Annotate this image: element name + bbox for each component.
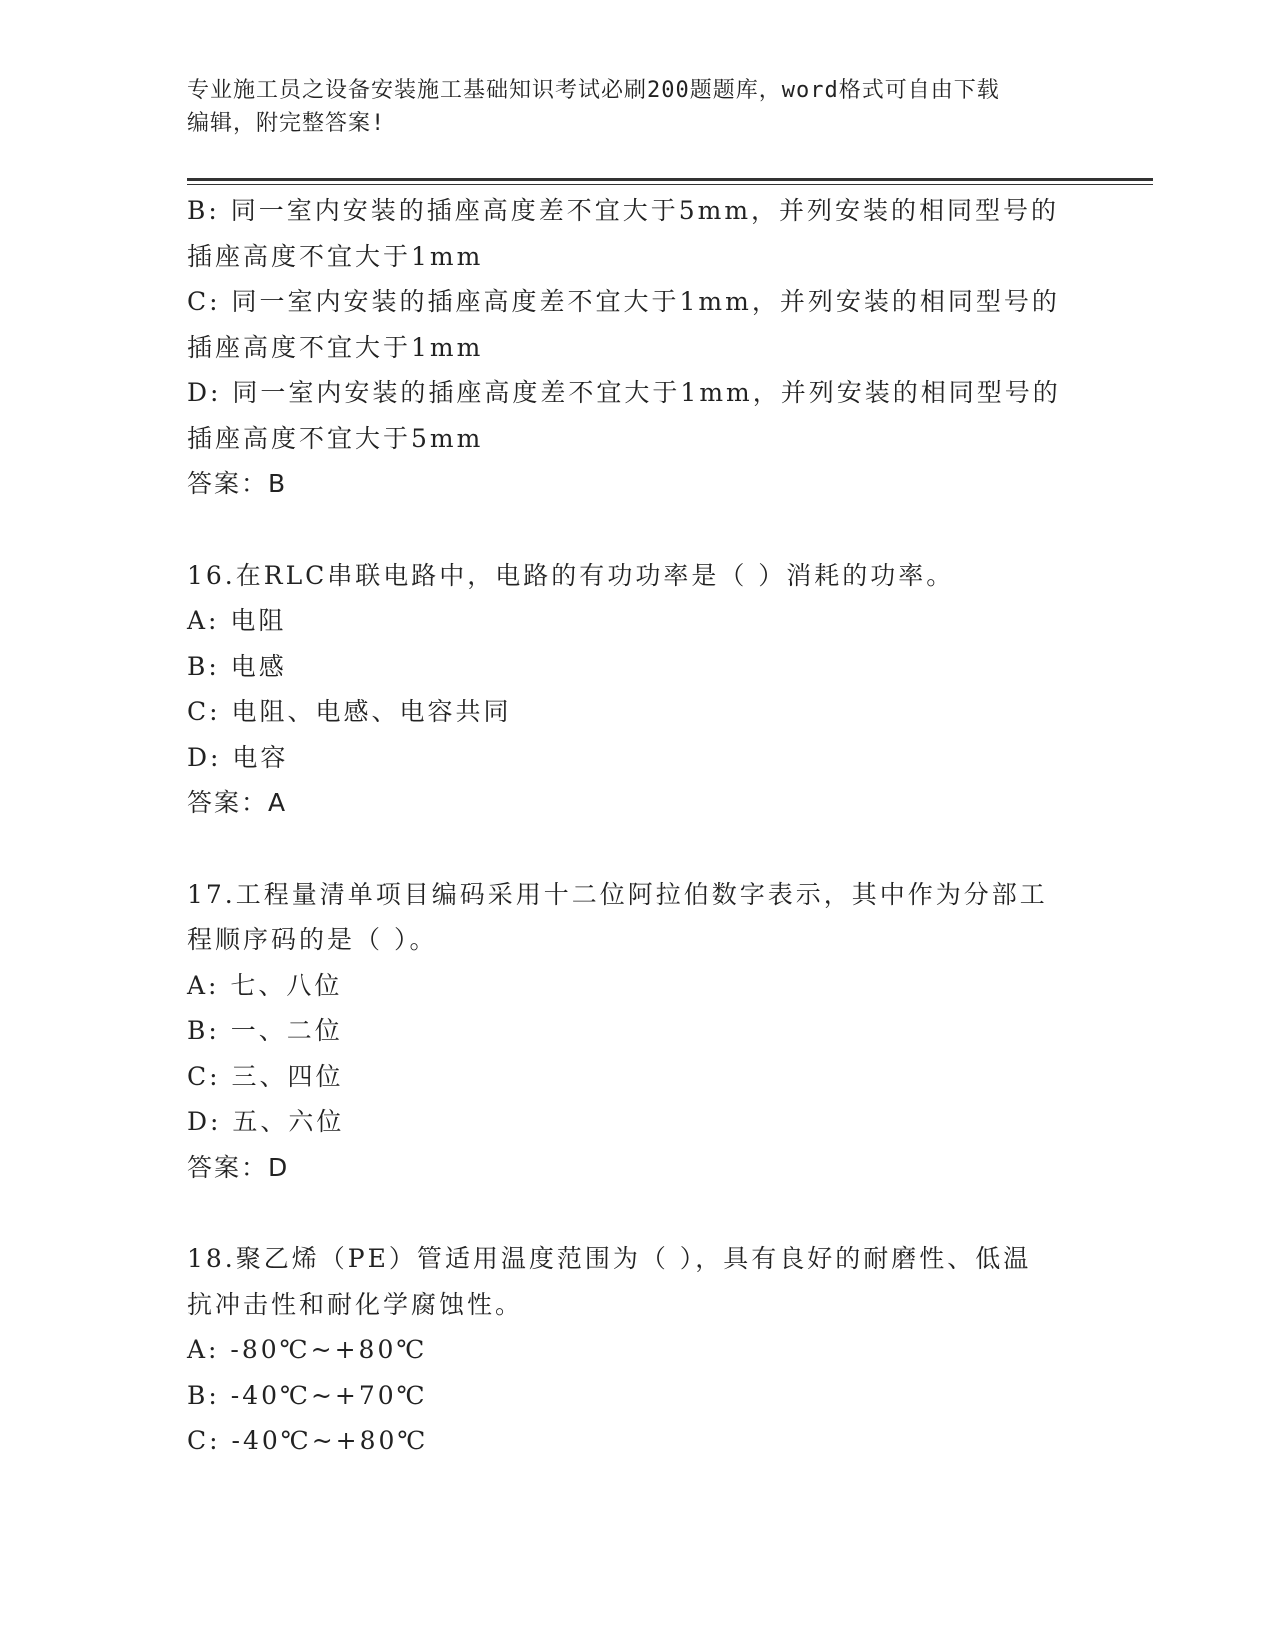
- document-header: [187, 74, 1087, 140]
- q17-option-a: A: 七、八位: [187, 970, 343, 1000]
- q15-option-c-line-2: 插座高度不宜大于1mm: [187, 332, 484, 362]
- q17-answer: 答案：D: [187, 1152, 290, 1182]
- q15-option-d-line-2: 插座高度不宜大于5mm: [187, 423, 484, 453]
- q15-option-b-line-1: B: 同一室内安装的插座高度差不宜大于5mm，并列安装的相同型号的: [187, 196, 1060, 225]
- question-spacer: [187, 507, 1087, 553]
- q17-option-d: D: 五、六位: [187, 1107, 345, 1136]
- q15-option-c-line-1: C: 同一室内安装的插座高度差不宜大于1mm，并列安装的相同型号的: [187, 287, 1060, 316]
- header-divider-thick: [187, 178, 1153, 181]
- question-16: [187, 553, 1087, 826]
- q18-stem-line-1: 18.聚乙烯（PE）管适用温度范围为（ ），具有良好的耐磨性、低温: [187, 1244, 1032, 1273]
- header-title-line-2: 编辑，附完整答案!: [187, 111, 386, 136]
- q16-option-d: D: 电容: [187, 742, 289, 772]
- q16-option-b: B: 电感: [187, 651, 287, 681]
- question-spacer: [187, 1190, 1087, 1236]
- question-18: [187, 1236, 1087, 1464]
- header-divider-thin: [187, 184, 1153, 185]
- q16-option-c: C: 电阻、电感、电容共同: [187, 697, 512, 726]
- q17-stem-line-1: 17.工程量清单项目编码采用十二位阿拉伯数字表示，其中作为分部工: [187, 879, 1048, 909]
- q18-option-b: B: -40℃~+70℃: [187, 1380, 428, 1410]
- q17-option-b: B: 一、二位: [187, 1016, 343, 1045]
- q15-option-b-line-2: 插座高度不宜大于1mm: [187, 241, 484, 271]
- q18-option-c: C: -40℃~+80℃: [187, 1426, 429, 1455]
- question-17: [187, 872, 1087, 1191]
- q16-stem: 16.在RLC串联电路中，电路的有功功率是（ ）消耗的功率。: [187, 560, 955, 590]
- q16-answer: 答案：A: [187, 788, 288, 817]
- q15-option-d-line-1: D: 同一室内安装的插座高度差不宜大于1mm，并列安装的相同型号的: [187, 378, 1061, 407]
- q18-stem-line-2: 抗冲击性和耐化学腐蚀性。: [187, 1289, 524, 1319]
- question-spacer: [187, 826, 1087, 872]
- q17-stem-line-2: 程顺序码的是（ ）。: [187, 925, 438, 954]
- q15-answer: 答案：B: [187, 469, 288, 498]
- question-list: [187, 188, 1087, 1464]
- q17-option-c: C: 三、四位: [187, 1061, 344, 1091]
- header-title-line-1: 专业施工员之设备安装施工基础知识考试必刷200题题库，word格式可自由下载: [187, 78, 1000, 103]
- q16-option-a: A: 电阻: [187, 606, 287, 635]
- q18-option-a: A: -80℃~+80℃: [187, 1335, 428, 1364]
- question-15: [187, 188, 1087, 507]
